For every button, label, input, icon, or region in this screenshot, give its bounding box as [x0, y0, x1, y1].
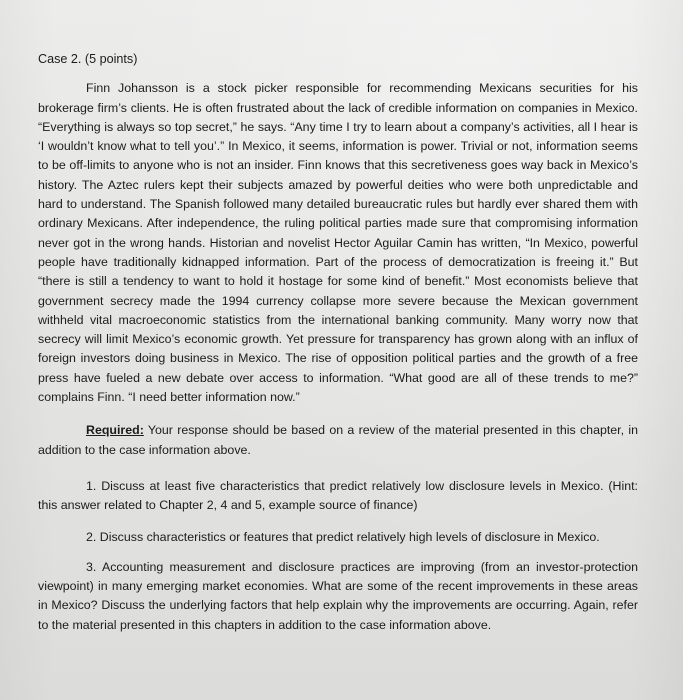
- required-label: Required:: [86, 423, 144, 438]
- question-3: 3. Accounting measurement and disclosure practices are improving (from an investor-protection viewpoint) in many emerging market economies. What are some of the recent improvements in these areas in Mexico? Discuss the underlying factors that help explain why the improvements are occurring. Again, refer to the material presented in this chapters in addition to the case information above.: [38, 559, 638, 632]
- case-paragraph: Finn Johansson is a stock picker responsible for recommending Mexicans securities for his brokerage firm’s clients. He is often frustrated about the lack of credible information on companies in Mexico. “Everything is always so top secret,” he says. “Any time I try to learn about a company’s activities, all I hear is ‘I wouldn’t know what to tell you’.” In Mexico, it seems, information is power. Trivial or not, information seems to be off-limits to anyone who is not an insider. Finn knows that this secretiveness goes way back in Mexico’s history. The Aztec rulers kept their subjects amazed by powerful deities who were both unpredictable and hard to understand. The Spanish followed many detailed bureaucratic rules but hardly ever shared them with ordinary Mexicans. After independence, the ruling political parties made sure that compromising information never got in the wrong hands. Historian and novelist Hector Aguilar Camin has written, “In Mexico, powerful people have traditionally kidnapped information. Part of the process of democratization is freeing it.” But “there is still a tendency to want to hold it hostage for some kind of benefit.” Most economists believe that government secrecy made the 1994 currency collapse more severe because the Mexican government withheld vital macroeconomic statistics from the international banking community. Many worry now that secrecy will limit Mexico’s economic growth. Yet pressure for transparency has grown along with an influx of foreign investors doing business in Mexico. The rise of opposition political parties and the growth of a free press have fueled a new debate over access to information. “What good are all of these trends to me?” complains Finn. “I need better information now.”: [38, 81, 638, 405]
- document-content: [38, 50, 638, 635]
- question-1: 1. Discuss at least five characteristics that predict relatively low disclosure levels in Mexico. (Hint: this answer related to Chapter 2, 4 and 5, example source of finance): [38, 478, 638, 513]
- question-2: 2. Discuss characteristics or features that predict relatively high levels of disclosure in Mexico.: [86, 529, 600, 544]
- case-title: Case 2. (5 points): [38, 52, 138, 66]
- required-paragraph: [38, 421, 638, 460]
- required-text: Your response should be based on a review of the material presented in this chapter, in addition to the case information above.: [38, 423, 638, 457]
